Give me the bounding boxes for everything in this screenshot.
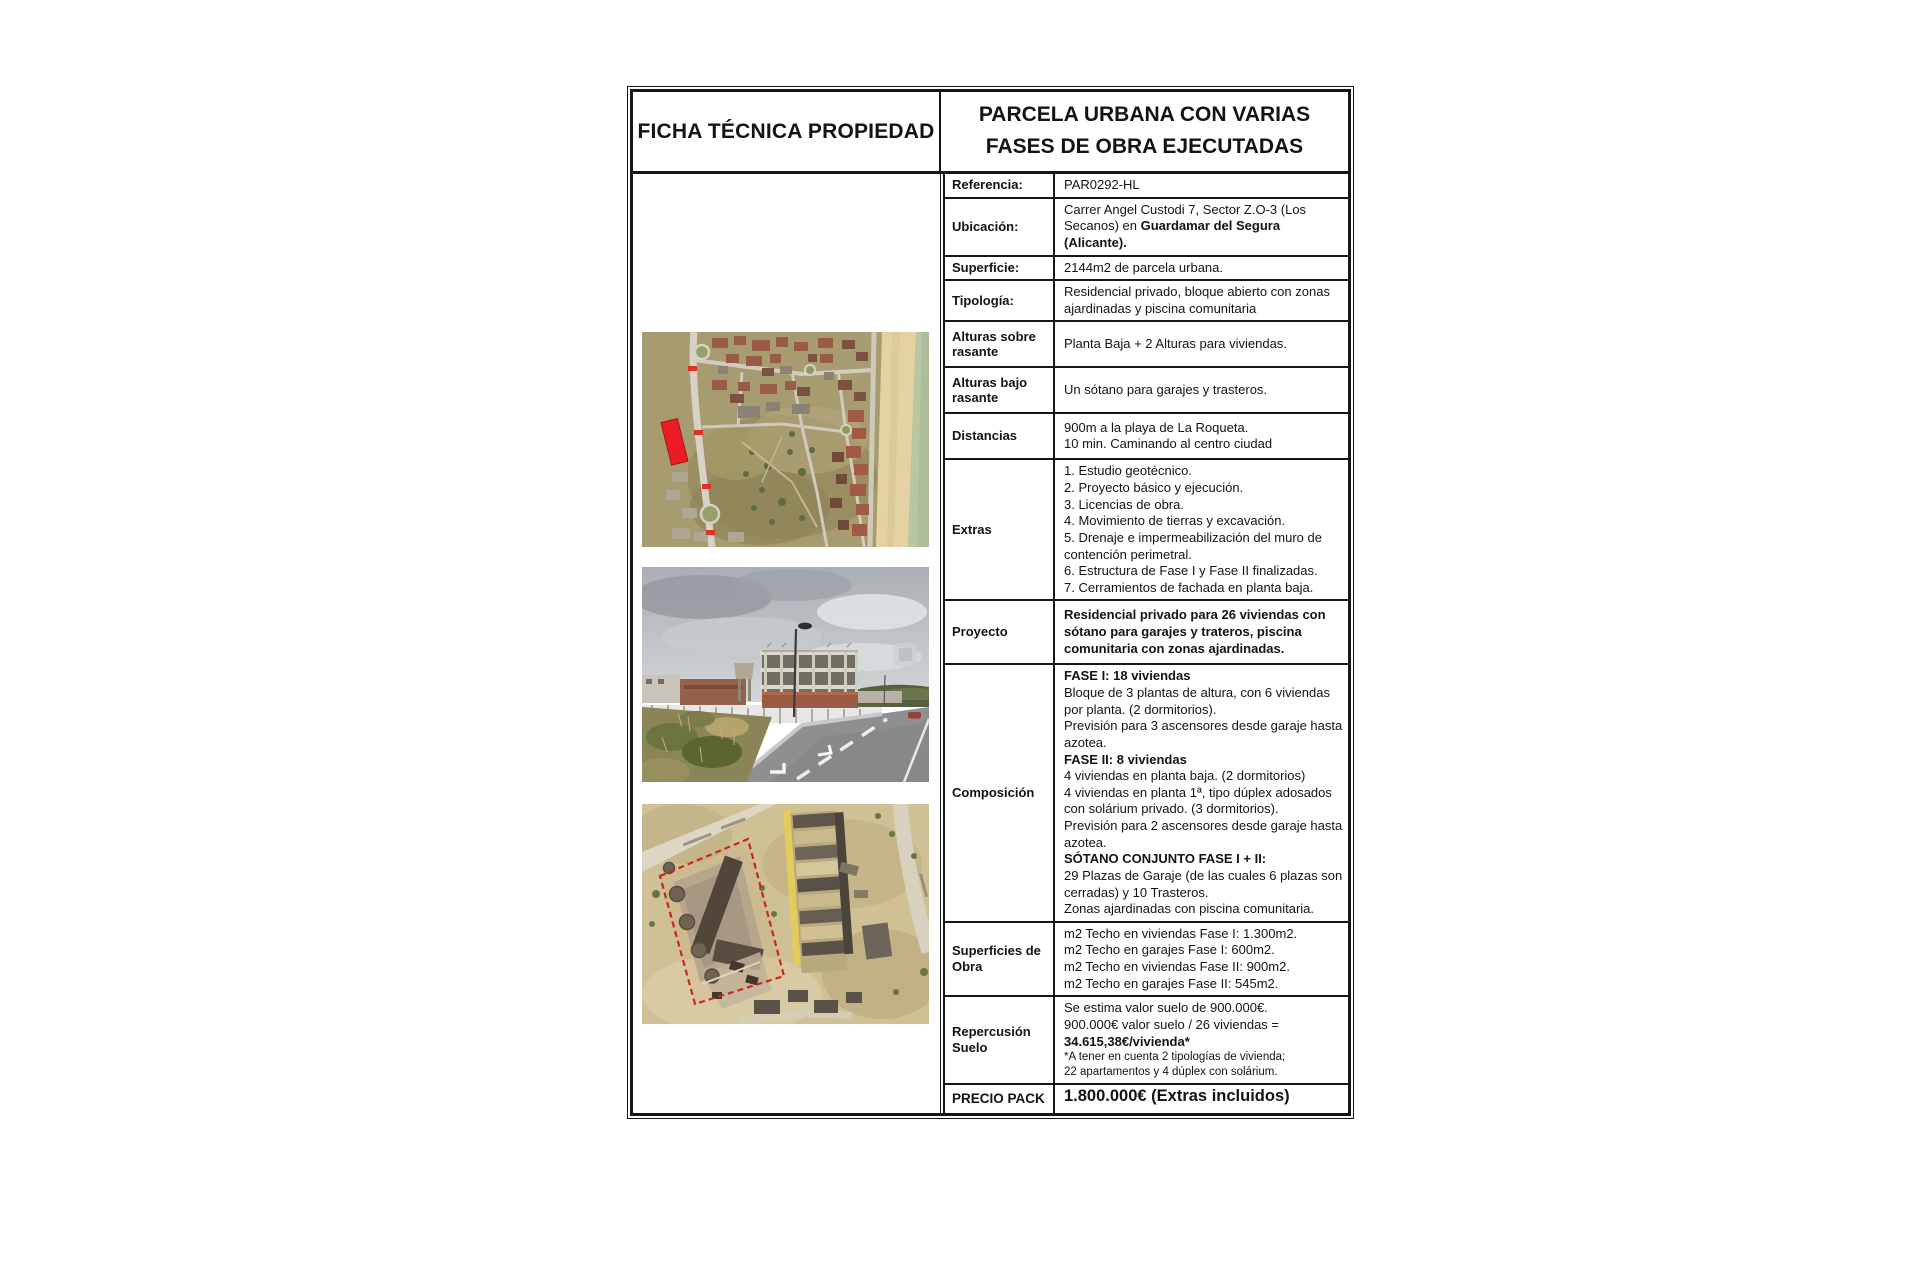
row-distancias (945, 414, 1348, 460)
repercusion-label: Repercusión Suelo (945, 997, 1055, 1083)
calculo-repercusion: 900.000€ valor suelo / 26 viviendas = (1064, 1016, 1280, 1032)
row-proyecto (945, 601, 1348, 665)
alturas-bajo-value: Un sótano para garajes y trasteros. (1064, 382, 1268, 398)
repercusion-nota: *A tener en cuenta 2 tipologías de vivienda; (1064, 1051, 1286, 1064)
extras-item: 3. Licencias de obra. (1064, 496, 1184, 512)
row-alturas-bajo (945, 368, 1348, 414)
alturas-sobre-value: Planta Baja + 2 Alturas para viviendas. (1064, 336, 1287, 352)
datasheet-border (630, 89, 1351, 1116)
fase2-title: FASE II: 8 viviendas (1064, 751, 1187, 767)
fase1-title: FASE I: 18 viviendas (1064, 668, 1191, 684)
photo-column (633, 174, 941, 1113)
extras-label: Extras (945, 460, 1055, 599)
extras-item: 5. Drenaje e impermeabilización del muro de contención perimetral. (1064, 529, 1322, 562)
fase1-text: Bloque de 3 plantas de altura, con 6 viviendas por planta. (2 dormitorios). (1064, 685, 1330, 717)
row-ubicacion (945, 199, 1348, 257)
superficie-label: Superficie: (945, 257, 1055, 280)
repercusion-nota: 22 apartamentos y 4 dúplex con solárium. (1064, 1066, 1278, 1079)
sheet-title: FICHA TÉCNICA PROPIEDAD (633, 92, 941, 171)
spec-table (943, 174, 1348, 1113)
valor-suelo: Se estima valor suelo de 900.000€. (1064, 1000, 1268, 1016)
repercusion-por-vivienda: 34.615,38€/vivienda* (1064, 1033, 1190, 1049)
property-type-title: PARCELA URBANA CON VARIAS FASES DE OBRA EJECUTADAS (978, 103, 1311, 158)
proyecto-value: Residencial privado para 26 viviendas con sótano para garajes y trateros, piscina comunitaria con zonas ajardinadas. (1064, 607, 1326, 656)
extras-item: 7. Cerramientos de fachada en planta baja. (1064, 579, 1314, 595)
precio-pack-label: PRECIO PACK (945, 1085, 1055, 1113)
alturas-sobre-label: Alturas sobre rasante (945, 322, 1055, 366)
sotano-text: 29 Plazas de Garaje (de las cuales 6 plazas son cerradas) y 10 Trasteros. (1064, 867, 1343, 900)
superficies-value (1055, 923, 1348, 996)
ubicacion-address: Carrer Angel Custodi 7, Sector Z.O-3 (Los Secanos) en (1064, 201, 1307, 234)
satellite-map-photo (642, 332, 929, 547)
row-superficies (945, 923, 1348, 998)
ubicacion-city: Guardamar del Segura (Alicante). (1064, 218, 1281, 250)
composicion-label: Composición (945, 665, 1055, 920)
row-alturas-sobre (945, 322, 1348, 368)
fase2-text: 4 viviendas en planta baja. (2 dormitorios) (1064, 768, 1306, 784)
row-superficie (945, 257, 1348, 282)
distancias-value (1055, 414, 1348, 458)
proyecto-label: Proyecto (945, 601, 1055, 663)
extras-item: 4. Movimiento de tierras y excavación. (1064, 513, 1286, 529)
row-tipologia (945, 281, 1348, 322)
row-composicion (945, 665, 1348, 922)
ubicacion-label: Ubicación: (945, 199, 1055, 255)
aerial-parcel-photo (642, 804, 929, 1024)
composicion-value (1055, 665, 1348, 920)
sotano-title: SÓTANO CONJUNTO FASE I + II: (1064, 851, 1267, 867)
distancia-playa: 900m a la playa de La Roqueta. (1064, 419, 1249, 435)
referencia-label: Referencia: (945, 174, 1055, 197)
repercusion-value (1055, 997, 1348, 1083)
fase2-text: 4 viviendas en planta 1ª, tipo dúplex adosados con solárium privado. (3 dormitorios). (1064, 784, 1332, 817)
superficie-value: 2144m2 de parcela urbana. (1064, 259, 1224, 275)
datasheet-body (633, 174, 1348, 1113)
alturas-bajo-label: Alturas bajo rasante (945, 368, 1055, 412)
superficies-label: Superficies de Obra (945, 923, 1055, 996)
property-datasheet (627, 86, 1354, 1119)
fase1-text: Previsión para 3 ascensores desde garaje hasta azotea. (1064, 718, 1343, 750)
extras-value (1055, 460, 1348, 599)
extras-item: 2. Proyecto básico y ejecución. (1064, 480, 1244, 495)
precio-pack-value: 1.800.000€ (Extras incluidos) (1064, 1087, 1290, 1105)
superficie-linea: m2 Techo en viviendas Fase I: 1.300m2. (1064, 925, 1298, 941)
row-extras (945, 460, 1348, 601)
row-repercusion (945, 997, 1348, 1085)
row-precio-pack (945, 1085, 1348, 1113)
zonas-text: Zonas ajardinadas con piscina comunitaria. (1064, 901, 1315, 917)
datasheet-header (633, 92, 1348, 174)
superficie-linea: m2 Techo en garajes Fase II: 545m2. (1064, 975, 1279, 991)
street-view-photo (642, 567, 929, 782)
tipologia-value: Residencial privado, bloque abierto con zonas ajardinadas y piscina comunitaria (1064, 284, 1330, 316)
distancia-centro: 10 min. Caminando al centro ciudad (1064, 436, 1273, 452)
row-referencia (945, 174, 1348, 199)
referencia-value: PAR0292-HL (1064, 177, 1140, 192)
superficie-linea: m2 Techo en viviendas Fase II: 900m2. (1064, 959, 1290, 974)
extras-item: 1. Estudio geotécnico. (1064, 463, 1192, 479)
distancias-label: Distancias (945, 414, 1055, 458)
tipologia-label: Tipología: (945, 281, 1055, 320)
extras-item: 6. Estructura de Fase I y Fase II finalizadas. (1064, 563, 1318, 579)
fase2-text: Previsión para 2 ascensores desde garaje hasta azotea. (1064, 818, 1343, 850)
superficie-linea: m2 Techo en garajes Fase I: 600m2. (1064, 942, 1275, 958)
ubicacion-value (1055, 199, 1348, 255)
